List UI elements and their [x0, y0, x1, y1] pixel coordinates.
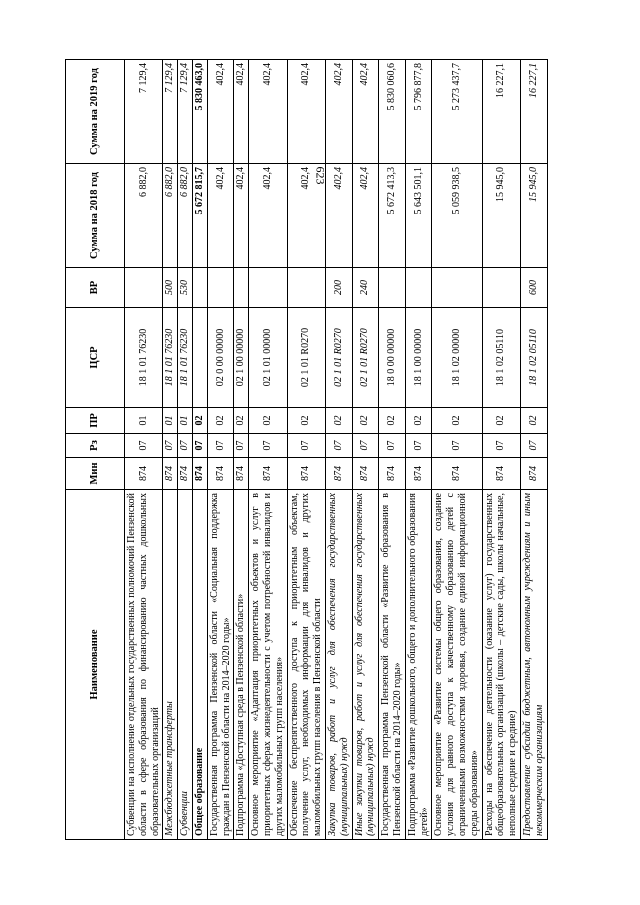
cell-s2019: 5 830 463,0: [192, 60, 207, 164]
cell-name: Субвенции на исполнение отдельных государственных полномочий Пензенской области в сфере образования по финансированию частных дошкольных образовательных организаций: [125, 490, 163, 840]
cell-s2018: 5 643 501,1: [405, 164, 432, 268]
cell-pr: 02: [325, 408, 352, 434]
cell-csr: 02 1 01 R0270: [352, 308, 379, 408]
table-row: [482, 60, 520, 840]
cell-min: 874: [405, 458, 432, 490]
table-row: [192, 60, 207, 840]
cell-name: Иные закупки товаров, работ и услуг для обеспечения государственных (муниципальных) нужд: [352, 490, 379, 840]
cell-vr: 530: [178, 268, 193, 308]
cell-rz: 07: [432, 434, 482, 458]
cell-name: Основное мероприятие «Развитие системы общего образования, создание условия для равного доступа к качественному образованию детей с ограниченными возможностями здоровья, создание единой информационной среды образования»: [432, 490, 482, 840]
cell-s2018: 15 945,0: [520, 164, 547, 268]
cell-csr: 02 1 01 R0270: [287, 308, 325, 408]
cell-min: 874: [325, 458, 352, 490]
cell-vr: [125, 268, 163, 308]
cell-rz: 07: [325, 434, 352, 458]
cell-pr: 02: [482, 408, 520, 434]
cell-min: 874: [520, 458, 547, 490]
table-body: [125, 60, 548, 840]
cell-s2019: 402,4: [352, 60, 379, 164]
cell-min: 874: [234, 458, 249, 490]
cell-s2019: 7 129,4: [125, 60, 163, 164]
cell-pr: 02: [405, 408, 432, 434]
rotated-page-content: [65, 60, 570, 840]
cell-vr: 240: [352, 268, 379, 308]
cell-s2018: 6 882,0: [163, 164, 178, 268]
cell-pr: 01: [125, 408, 163, 434]
cell-min: 874: [432, 458, 482, 490]
cell-name: Подпрограмма «Доступная среда в Пензенской области»: [234, 490, 249, 840]
cell-csr: 18 1 00 00000: [405, 308, 432, 408]
cell-csr: 02 0 00 00000: [207, 308, 234, 408]
cell-s2019: 5 273 437,7: [432, 60, 482, 164]
budget-table: [65, 59, 548, 840]
cell-pr: 02: [379, 408, 406, 434]
table-row: [520, 60, 547, 840]
header-sum-2019: Сумма на 2019 год: [66, 60, 125, 164]
cell-s2018: 6 882,0: [178, 164, 193, 268]
cell-name: Обеспечение беспрепятственного доступа к приоритетным объектам, получение услуг, необходимых информации для инвалидов и других маломобильных групп населения в Пензенской области: [287, 490, 325, 840]
cell-csr: [192, 308, 207, 408]
cell-s2019: 5 830 060,6: [379, 60, 406, 164]
cell-s2019: 402,4: [234, 60, 249, 164]
cell-rz: 07: [178, 434, 193, 458]
table-row: [287, 60, 325, 840]
cell-s2019: 402,4: [287, 60, 325, 164]
cell-vr: 500: [163, 268, 178, 308]
cell-csr: 18 1 02 00000: [432, 308, 482, 408]
cell-min: 874: [482, 458, 520, 490]
cell-pr: 02: [207, 408, 234, 434]
table-row: [432, 60, 482, 840]
cell-rz: 07: [520, 434, 547, 458]
cell-s2018: 5 059 938,5: [432, 164, 482, 268]
cell-pr: 02: [249, 408, 287, 434]
table-row: [325, 60, 352, 840]
table-row: [125, 60, 163, 840]
cell-csr: 18 1 02 05110: [520, 308, 547, 408]
cell-s2018: 5 672 413,3: [379, 164, 406, 268]
cell-rz: 07: [234, 434, 249, 458]
cell-s2019: 402,4: [325, 60, 352, 164]
table-row: [163, 60, 178, 840]
cell-pr: 02: [234, 408, 249, 434]
cell-min: 874: [352, 458, 379, 490]
header-sum-2018: Сумма на 2018 год: [66, 164, 125, 268]
cell-csr: 18 1 01 76230: [125, 308, 163, 408]
header-vr: ВР: [66, 268, 125, 308]
cell-s2019: 402,4: [249, 60, 287, 164]
cell-s2019: 7 129,4: [178, 60, 193, 164]
cell-pr: 02: [192, 408, 207, 434]
cell-name: Государственная программа Пензенской области «Социальная поддержка граждан в Пензенской области на 2014–2020 годы»: [207, 490, 234, 840]
header-min: Мин: [66, 458, 125, 490]
table-row: [207, 60, 234, 840]
cell-pr: 02: [287, 408, 325, 434]
cell-pr: 02: [352, 408, 379, 434]
cell-name: Закупка товаров, работ и услуг для обеспечения государственных (муниципальных) нужд: [325, 490, 352, 840]
cell-csr: 18 1 01 76230: [163, 308, 178, 408]
cell-s2018: 5 672 815,7: [192, 164, 207, 268]
cell-rz: 07: [352, 434, 379, 458]
table-row: [352, 60, 379, 840]
header-csr: ЦСР: [66, 308, 125, 408]
cell-name: Расходы на обеспечение деятельности (оказание услуг) государственных общеобразовательных организаций (школы – детские сады, школы начальные, неполные средние и средние): [482, 490, 520, 840]
cell-s2018: 402,4: [325, 164, 352, 268]
table-row: [178, 60, 193, 840]
cell-vr: [482, 268, 520, 308]
cell-vr: 200: [325, 268, 352, 308]
cell-name: Основное мероприятие «Адаптация приоритетных объектов и услуг в приоритетных сферах жизнедеятельности с учетом потребностей инвалидов и других маломобильных групп населения»: [249, 490, 287, 840]
cell-rz: 07: [207, 434, 234, 458]
cell-name: Подпрограмма «Развитие дошкольного, общего и дополнительного образования детей»: [405, 490, 432, 840]
cell-vr: [432, 268, 482, 308]
cell-rz: 07: [249, 434, 287, 458]
cell-min: 874: [192, 458, 207, 490]
cell-s2018: 402,4: [249, 164, 287, 268]
cell-s2019: 5 796 877,8: [405, 60, 432, 164]
cell-name: Межбюджетные трансферты: [163, 490, 178, 840]
cell-s2018: 6 882,0: [125, 164, 163, 268]
cell-pr: 01: [163, 408, 178, 434]
cell-csr: 02 1 01 00000: [249, 308, 287, 408]
header-pr: ПР: [66, 408, 125, 434]
cell-min: 874: [178, 458, 193, 490]
cell-pr: 02: [520, 408, 547, 434]
cell-name: Общее образование: [192, 490, 207, 840]
table-row: [234, 60, 249, 840]
cell-s2019: 16 227,1: [520, 60, 547, 164]
cell-s2018: 402,4: [207, 164, 234, 268]
page-number: 623: [313, 166, 328, 185]
table-row: [249, 60, 287, 840]
cell-s2018: 402,4: [352, 164, 379, 268]
table-row: [405, 60, 432, 840]
table-header-row: [66, 60, 125, 840]
cell-vr: [207, 268, 234, 308]
cell-csr: 02 1 01 R0270: [325, 308, 352, 408]
cell-min: 874: [125, 458, 163, 490]
header-name: Наименование: [66, 490, 125, 840]
cell-vr: [405, 268, 432, 308]
cell-name: Предоставление субсидий бюджетным, автономным учреждениям и иным некоммерческим организациям: [520, 490, 547, 840]
cell-min: 874: [249, 458, 287, 490]
cell-pr: 02: [432, 408, 482, 434]
cell-s2019: 7 129,4: [163, 60, 178, 164]
cell-name: Субвенции: [178, 490, 193, 840]
cell-s2018: 402,4: [234, 164, 249, 268]
cell-min: 874: [163, 458, 178, 490]
cell-min: 874: [379, 458, 406, 490]
cell-pr: 01: [178, 408, 193, 434]
cell-s2018: 15 945,0: [482, 164, 520, 268]
cell-csr: 18 1 02 05110: [482, 308, 520, 408]
cell-vr: [192, 268, 207, 308]
cell-rz: 07: [379, 434, 406, 458]
cell-s2019: 16 227,1: [482, 60, 520, 164]
cell-rz: 07: [287, 434, 325, 458]
cell-rz: 07: [192, 434, 207, 458]
cell-vr: [379, 268, 406, 308]
cell-rz: 07: [405, 434, 432, 458]
table-row: [379, 60, 406, 840]
header-rz: Рз: [66, 434, 125, 458]
cell-s2018: 402,4: [287, 164, 325, 268]
cell-csr: 18 1 01 76230: [178, 308, 193, 408]
cell-min: 874: [207, 458, 234, 490]
cell-vr: [287, 268, 325, 308]
cell-min: 874: [287, 458, 325, 490]
cell-rz: 07: [482, 434, 520, 458]
cell-vr: 600: [520, 268, 547, 308]
cell-csr: 02 1 00 00000: [234, 308, 249, 408]
cell-vr: [249, 268, 287, 308]
cell-rz: 07: [125, 434, 163, 458]
cell-vr: [234, 268, 249, 308]
cell-name: Государственная программа Пензенской области «Развитие образования в Пензенской области на 2014–2020 годы»: [379, 490, 406, 840]
cell-s2019: 402,4: [207, 60, 234, 164]
cell-csr: 18 0 00 00000: [379, 308, 406, 408]
cell-rz: 07: [163, 434, 178, 458]
